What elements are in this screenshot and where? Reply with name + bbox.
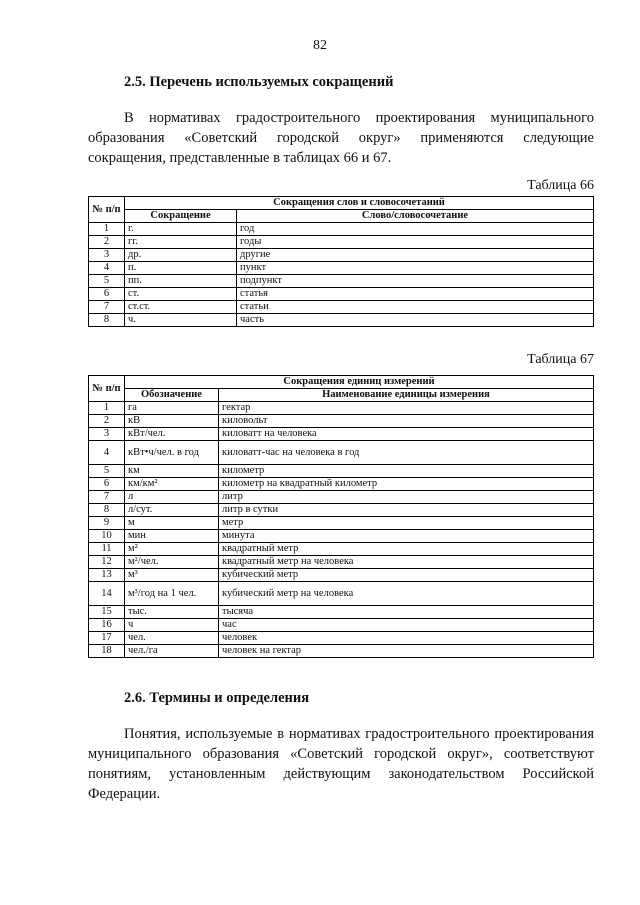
row-abbreviation: м³ bbox=[125, 569, 219, 582]
row-number: 15 bbox=[89, 606, 125, 619]
row-meaning: час bbox=[219, 619, 594, 632]
table-66-caption: Таблица 66 bbox=[527, 178, 594, 193]
row-meaning: литр в сутки bbox=[219, 504, 594, 517]
row-meaning: гектар bbox=[219, 402, 594, 415]
section-paragraph-terms: Понятия, используемые в нормативах градостроительного проектирования муниципального образования «Советский городской округ», соответствуют понятиям, установленным действующим законодательством Российской Федерации. bbox=[88, 726, 594, 802]
section-heading-terms: 2.6. Термины и определения bbox=[124, 690, 310, 706]
row-number: 3 bbox=[89, 249, 125, 262]
row-abbreviation: м³/год на 1 чел. bbox=[125, 582, 219, 606]
row-number: 7 bbox=[89, 301, 125, 314]
row-meaning: год bbox=[237, 223, 594, 236]
row-meaning: пункт bbox=[237, 262, 594, 275]
table-67-abbr-header: Обозначение bbox=[125, 389, 219, 402]
row-abbreviation: п. bbox=[125, 262, 237, 275]
section-heading-abbreviations: 2.5. Перечень используемых сокращений bbox=[124, 74, 394, 90]
row-abbreviation: кВт/чел. bbox=[125, 428, 219, 441]
row-number: 4 bbox=[89, 441, 125, 465]
table-row bbox=[89, 428, 594, 441]
row-abbreviation: пп. bbox=[125, 275, 237, 288]
row-meaning: кубический метр на человека bbox=[219, 582, 594, 606]
row-meaning: человек на гектар bbox=[219, 645, 594, 658]
row-number: 6 bbox=[89, 288, 125, 301]
row-meaning: минута bbox=[219, 530, 594, 543]
row-abbreviation: л/сут. bbox=[125, 504, 219, 517]
row-abbreviation: л bbox=[125, 491, 219, 504]
table-row bbox=[89, 645, 594, 658]
row-abbreviation: чел./га bbox=[125, 645, 219, 658]
row-meaning: часть bbox=[237, 314, 594, 327]
page-number: 82 bbox=[313, 38, 327, 53]
row-abbreviation: др. bbox=[125, 249, 237, 262]
row-abbreviation: г. bbox=[125, 223, 237, 236]
row-abbreviation: ст. bbox=[125, 288, 237, 301]
row-number: 8 bbox=[89, 504, 125, 517]
row-number: 1 bbox=[89, 402, 125, 415]
row-number: 11 bbox=[89, 543, 125, 556]
row-abbreviation: м bbox=[125, 517, 219, 530]
row-number: 6 bbox=[89, 478, 125, 491]
table-row bbox=[89, 504, 594, 517]
table-row bbox=[89, 465, 594, 478]
table-row bbox=[89, 415, 594, 428]
row-abbreviation: чел. bbox=[125, 632, 219, 645]
row-meaning: статьи bbox=[237, 301, 594, 314]
section-paragraph-abbreviations: В нормативах градостроительного проектирования муниципального образования «Советский городской округ» применяются следующие сокращения, представленные в таблицах 66 и 67. bbox=[88, 110, 594, 166]
table-row bbox=[89, 619, 594, 632]
table-row bbox=[89, 556, 594, 569]
row-number: 3 bbox=[89, 428, 125, 441]
row-meaning: квадратный метр bbox=[219, 543, 594, 556]
row-meaning: киловатт на человека bbox=[219, 428, 594, 441]
row-abbreviation: м²/чел. bbox=[125, 556, 219, 569]
row-number: 4 bbox=[89, 262, 125, 275]
row-abbreviation: м² bbox=[125, 543, 219, 556]
table-67 bbox=[88, 375, 594, 658]
table-row bbox=[89, 582, 594, 606]
row-number: 17 bbox=[89, 632, 125, 645]
row-abbreviation: ст.ст. bbox=[125, 301, 237, 314]
row-meaning: метр bbox=[219, 517, 594, 530]
row-number: 8 bbox=[89, 314, 125, 327]
row-meaning: литр bbox=[219, 491, 594, 504]
row-number: 13 bbox=[89, 569, 125, 582]
row-number: 2 bbox=[89, 415, 125, 428]
table-67-num-header: № п/п bbox=[89, 376, 125, 402]
table-row bbox=[89, 530, 594, 543]
row-meaning: человек bbox=[219, 632, 594, 645]
table-66-abbr-header: Сокращение bbox=[125, 210, 237, 223]
table-row bbox=[89, 275, 594, 288]
row-number: 9 bbox=[89, 517, 125, 530]
table-row bbox=[89, 249, 594, 262]
row-meaning: другие bbox=[237, 249, 594, 262]
row-abbreviation: тыс. bbox=[125, 606, 219, 619]
table-66-full-header: Слово/словосочетание bbox=[237, 210, 594, 223]
table-row bbox=[89, 478, 594, 491]
row-number: 5 bbox=[89, 275, 125, 288]
table-row bbox=[89, 288, 594, 301]
table-66-group-header: Сокращения слов и словосочетаний bbox=[125, 197, 594, 210]
row-abbreviation: ч. bbox=[125, 314, 237, 327]
row-number: 2 bbox=[89, 236, 125, 249]
table-row bbox=[89, 314, 594, 327]
row-number: 16 bbox=[89, 619, 125, 632]
row-meaning: тысяча bbox=[219, 606, 594, 619]
table-67-group-header: Сокращения единиц измерений bbox=[125, 376, 594, 389]
table-row bbox=[89, 402, 594, 415]
row-meaning: километр bbox=[219, 465, 594, 478]
table-66-num-header: № п/п bbox=[89, 197, 125, 223]
row-number: 18 bbox=[89, 645, 125, 658]
row-meaning: подпункт bbox=[237, 275, 594, 288]
table-66 bbox=[88, 196, 594, 327]
table-row bbox=[89, 236, 594, 249]
table-row bbox=[89, 491, 594, 504]
table-row bbox=[89, 543, 594, 556]
table-row bbox=[89, 632, 594, 645]
row-meaning: квадратный метр на человека bbox=[219, 556, 594, 569]
row-meaning: годы bbox=[237, 236, 594, 249]
table-row bbox=[89, 517, 594, 530]
row-abbreviation: км/км² bbox=[125, 478, 219, 491]
row-number: 7 bbox=[89, 491, 125, 504]
row-abbreviation: ч bbox=[125, 619, 219, 632]
row-meaning: кубический метр bbox=[219, 569, 594, 582]
table-row bbox=[89, 301, 594, 314]
row-abbreviation: кВт•ч/чел. в год bbox=[125, 441, 219, 465]
row-abbreviation: км bbox=[125, 465, 219, 478]
row-meaning: киловольт bbox=[219, 415, 594, 428]
row-number: 5 bbox=[89, 465, 125, 478]
row-number: 14 bbox=[89, 582, 125, 606]
table-row bbox=[89, 569, 594, 582]
table-row bbox=[89, 262, 594, 275]
table-row bbox=[89, 441, 594, 465]
table-67-full-header: Наименование единицы измерения bbox=[219, 389, 594, 402]
row-meaning: километр на квадратный километр bbox=[219, 478, 594, 491]
table-row bbox=[89, 223, 594, 236]
row-number: 1 bbox=[89, 223, 125, 236]
table-67-caption: Таблица 67 bbox=[527, 352, 594, 367]
table-row bbox=[89, 606, 594, 619]
row-abbreviation: гг. bbox=[125, 236, 237, 249]
row-number: 10 bbox=[89, 530, 125, 543]
row-abbreviation: мин bbox=[125, 530, 219, 543]
row-number: 12 bbox=[89, 556, 125, 569]
row-abbreviation: га bbox=[125, 402, 219, 415]
row-abbreviation: кВ bbox=[125, 415, 219, 428]
row-meaning: киловатт-час на человека в год bbox=[219, 441, 594, 465]
row-meaning: статья bbox=[237, 288, 594, 301]
